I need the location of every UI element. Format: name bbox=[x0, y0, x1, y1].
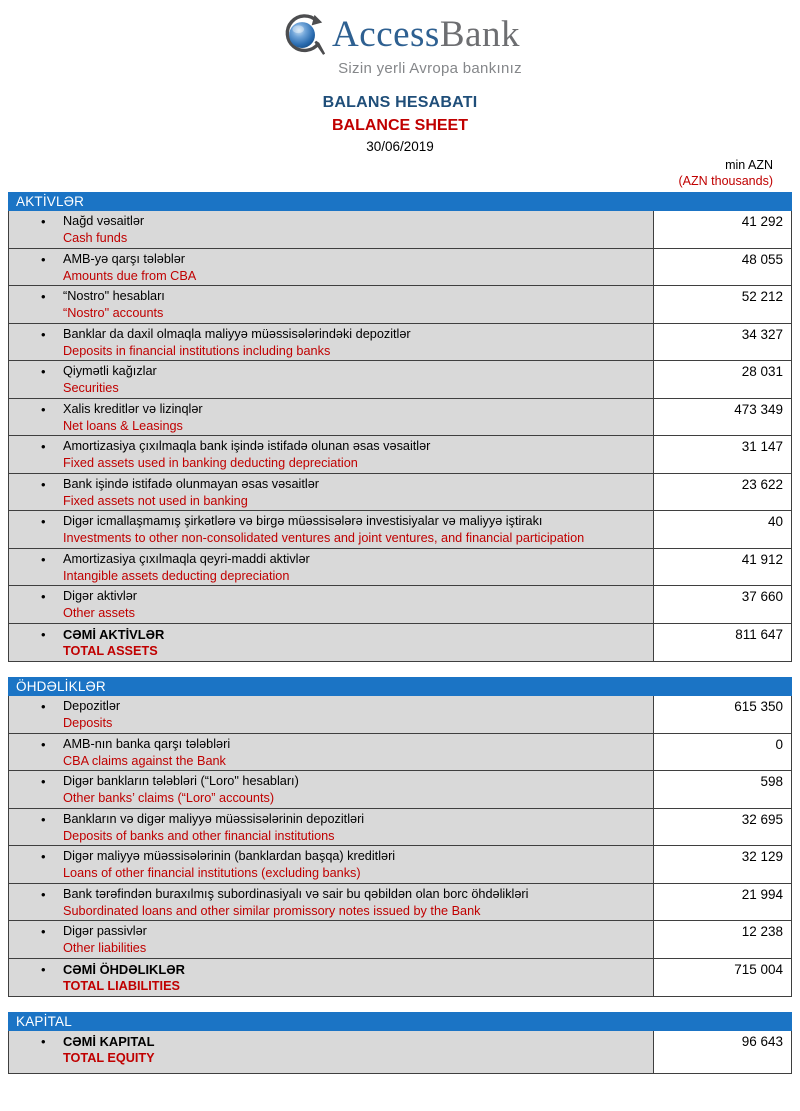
row-az-line bbox=[9, 551, 653, 568]
row-label-cell bbox=[9, 436, 653, 473]
row-label-en: Fixed assets not used in banking bbox=[63, 493, 248, 508]
row-label-az: Amortizasiya çıxılmaqla qeyri-maddi aktivlər bbox=[63, 551, 310, 566]
row-value: 32 695 bbox=[653, 809, 791, 846]
bullet-icon: • bbox=[41, 326, 46, 342]
section-header-bar bbox=[8, 677, 792, 696]
row-label-cell bbox=[9, 959, 653, 997]
row-label-cell bbox=[9, 1031, 653, 1073]
row-label-cell bbox=[9, 884, 653, 921]
bullet-icon: • bbox=[41, 886, 46, 902]
row-value: 23 622 bbox=[653, 474, 791, 511]
table-row bbox=[9, 549, 791, 587]
row-label-en: Deposits in financial institutions including banks bbox=[63, 343, 331, 358]
row-label-az: Qiymətli kağızlar bbox=[63, 364, 157, 378]
page-title-az: BALANS HESABATI bbox=[322, 94, 478, 111]
row-az-line bbox=[9, 213, 653, 230]
row-label-az: Digər icmallaşmamış şirkətlərə və birgə müəssisələrə investisiyalar və maliyyə iştirakı bbox=[63, 514, 543, 528]
unit-label-az: min AZN bbox=[725, 158, 773, 172]
row-value: 28 031 bbox=[653, 361, 791, 398]
row-label-az: Digər aktivlər bbox=[63, 589, 138, 603]
table-row bbox=[9, 884, 791, 922]
section-header-bar bbox=[8, 1012, 792, 1031]
table-row bbox=[9, 846, 791, 884]
bullet-icon: • bbox=[41, 699, 46, 714]
row-az-line bbox=[9, 513, 653, 530]
section-title: KAPİTAL bbox=[16, 1014, 72, 1029]
section-title: AKTİVLƏR bbox=[16, 194, 85, 209]
row-az-line bbox=[9, 626, 653, 643]
row-label-az: Depozitlər bbox=[63, 699, 121, 713]
row-value: 0 bbox=[653, 734, 791, 771]
row-value: 52 212 bbox=[653, 286, 791, 323]
bullet-icon: • bbox=[41, 514, 46, 529]
bullet-icon: • bbox=[41, 289, 46, 304]
bank-logo bbox=[0, 10, 800, 58]
bullet-icon: • bbox=[41, 736, 46, 752]
row-label-en: Securities bbox=[63, 381, 119, 395]
bullet-icon: • bbox=[41, 251, 46, 267]
row-label-az: Bank tərəfindən buraxılmış subordinasiyalı və sair bu qəbildən olan borc öhdəlikləri bbox=[63, 886, 529, 901]
table-row bbox=[9, 436, 791, 474]
row-value: 615 350 bbox=[653, 696, 791, 733]
section-table bbox=[8, 211, 792, 662]
row-label-cell bbox=[9, 586, 653, 623]
row-value: 34 327 bbox=[653, 324, 791, 361]
bullet-icon: • bbox=[41, 774, 46, 789]
section-title: ÖHDƏLİKLƏR bbox=[16, 679, 106, 694]
row-label-cell bbox=[9, 549, 653, 586]
row-az-line bbox=[9, 251, 653, 268]
page-title-en: BALANCE SHEET bbox=[331, 117, 468, 134]
row-value: 31 147 bbox=[653, 436, 791, 473]
row-label-cell bbox=[9, 734, 653, 771]
row-label-az: “Nostro" hesabları bbox=[63, 289, 165, 303]
row-label-en: TOTAL EQUITY bbox=[63, 1051, 155, 1065]
row-value: 41 912 bbox=[653, 549, 791, 586]
units-block bbox=[0, 157, 800, 189]
row-value: 715 004 bbox=[653, 959, 791, 997]
bullet-icon: • bbox=[41, 401, 46, 417]
table-row bbox=[9, 399, 791, 437]
row-label-en: Cash funds bbox=[63, 231, 128, 245]
bullet-icon: • bbox=[41, 811, 46, 827]
row-label-az: Bankların və digər maliyyə müəssisələrinin depozitləri bbox=[63, 811, 365, 826]
unit-label-en: (AZN thousands) bbox=[678, 174, 773, 188]
row-label-en: Amounts due from CBA bbox=[63, 268, 197, 283]
row-label-az: AMB-nın banka qarşı tələbləri bbox=[63, 736, 231, 751]
row-label-en: Fixed assets used in banking deducting depreciation bbox=[63, 456, 358, 470]
bullet-icon: • bbox=[41, 214, 46, 229]
table-row bbox=[9, 286, 791, 324]
row-label-en: Subordinated loans and other similar promissory notes issued by the Bank bbox=[63, 903, 481, 918]
table-row bbox=[9, 771, 791, 809]
row-value: 41 292 bbox=[653, 211, 791, 248]
table-row bbox=[9, 696, 791, 734]
row-az-line bbox=[9, 848, 653, 865]
row-label-cell bbox=[9, 361, 653, 398]
row-value: 96 643 bbox=[653, 1031, 791, 1073]
table-row bbox=[9, 586, 791, 624]
row-label-cell bbox=[9, 809, 653, 846]
row-label-az: Amortizasiya çıxılmaqla bank işində istifadə olunan əsas vəsaitlər bbox=[63, 439, 431, 453]
section-header-bar bbox=[8, 192, 792, 211]
row-label-cell bbox=[9, 399, 653, 436]
row-az-line bbox=[9, 476, 653, 493]
row-label-en: TOTAL LIABILITIES bbox=[63, 978, 181, 993]
row-label-en: Other banks’ claims (“Loro” accounts) bbox=[63, 791, 275, 805]
table-row bbox=[9, 959, 791, 997]
row-az-line bbox=[9, 736, 653, 753]
table-row bbox=[9, 734, 791, 772]
bullet-icon: • bbox=[41, 439, 46, 454]
brand-name-bank: Bank bbox=[439, 13, 520, 55]
row-az-line bbox=[9, 886, 653, 903]
row-label-cell bbox=[9, 624, 653, 662]
report-date: 30/06/2019 bbox=[366, 139, 434, 154]
row-az-line bbox=[9, 698, 653, 715]
row-label-cell bbox=[9, 324, 653, 361]
row-label-cell bbox=[9, 696, 653, 733]
sections-container bbox=[8, 192, 792, 1074]
row-label-cell bbox=[9, 211, 653, 248]
row-label-en: Deposits of banks and other financial institutions bbox=[63, 828, 335, 843]
row-value: 12 238 bbox=[653, 921, 791, 958]
row-label-az: Nağd vəsaitlər bbox=[63, 214, 145, 228]
bullet-icon: • bbox=[41, 589, 46, 604]
row-az-line bbox=[9, 961, 653, 978]
table-row bbox=[9, 211, 791, 249]
bullet-icon: • bbox=[41, 849, 46, 864]
row-label-en: CBA claims against the Bank bbox=[63, 753, 226, 768]
row-label-cell bbox=[9, 846, 653, 883]
row-az-line bbox=[9, 326, 653, 343]
row-label-cell bbox=[9, 474, 653, 511]
row-az-line bbox=[9, 363, 653, 380]
row-label-cell bbox=[9, 921, 653, 958]
bullet-icon: • bbox=[41, 961, 46, 977]
table-row bbox=[9, 624, 791, 662]
row-label-en: Deposits bbox=[63, 716, 113, 730]
row-label-az: Banklar da daxil olmaqla maliyyə müəssisələrindəki depozitlər bbox=[63, 326, 411, 341]
brand-tagline: Sizin yerli Avropa bankınız bbox=[338, 60, 522, 77]
row-label-az: Xalis kreditlər və lizinqlər bbox=[63, 401, 203, 416]
row-az-line bbox=[9, 438, 653, 455]
row-label-cell bbox=[9, 286, 653, 323]
table-row bbox=[9, 809, 791, 847]
row-label-en: Other liabilities bbox=[63, 941, 147, 955]
table-row bbox=[9, 921, 791, 959]
row-label-en: Net loans & Leasings bbox=[63, 418, 183, 433]
row-label-az: Digər bankların tələbləri (“Loro" hesabları) bbox=[63, 774, 299, 788]
row-az-line bbox=[9, 1033, 653, 1050]
section-table bbox=[8, 1031, 792, 1074]
table-row bbox=[9, 361, 791, 399]
section bbox=[8, 677, 792, 997]
row-label-en: TOTAL ASSETS bbox=[63, 643, 158, 658]
row-label-az: CƏMİ KAPITAL bbox=[63, 1034, 155, 1049]
balance-sheet-page bbox=[0, 10, 800, 1111]
brand-name bbox=[332, 13, 520, 55]
row-label-cell bbox=[9, 771, 653, 808]
row-label-az: Digər maliyyə müəssisələrinin (banklardan başqa) kreditləri bbox=[63, 849, 396, 863]
brand-name-access: Access bbox=[332, 13, 440, 55]
row-az-line bbox=[9, 401, 653, 418]
row-az-line bbox=[9, 588, 653, 605]
row-value: 40 bbox=[653, 511, 791, 548]
row-value: 811 647 bbox=[653, 624, 791, 662]
bullet-icon: • bbox=[41, 551, 46, 567]
table-row bbox=[9, 511, 791, 549]
row-value: 48 055 bbox=[653, 249, 791, 286]
row-az-line bbox=[9, 923, 653, 940]
row-value: 37 660 bbox=[653, 586, 791, 623]
row-az-line bbox=[9, 288, 653, 305]
section bbox=[8, 192, 792, 662]
row-value: 32 129 bbox=[653, 846, 791, 883]
row-label-en: Intangible assets deducting depreciation bbox=[63, 568, 290, 583]
globe-swoosh-icon bbox=[280, 12, 326, 58]
row-label-az: AMB-yə qarşı tələblər bbox=[63, 251, 185, 266]
row-value: 598 bbox=[653, 771, 791, 808]
row-value: 21 994 bbox=[653, 884, 791, 921]
row-label-en: Investments to other non-consolidated ventures and joint ventures, and financial participation bbox=[63, 531, 585, 545]
row-label-az: Digər passivlər bbox=[63, 924, 147, 938]
table-row bbox=[9, 474, 791, 512]
table-row bbox=[9, 249, 791, 287]
row-az-line bbox=[9, 811, 653, 828]
table-row bbox=[9, 324, 791, 362]
bullet-icon: • bbox=[41, 924, 46, 939]
bullet-icon: • bbox=[41, 1034, 46, 1049]
section-table bbox=[8, 696, 792, 997]
row-value: 473 349 bbox=[653, 399, 791, 436]
row-label-az: Bank işində istifadə olunmayan əsas vəsaitlər bbox=[63, 476, 320, 491]
row-label-cell bbox=[9, 249, 653, 286]
row-label-en: Other assets bbox=[63, 606, 135, 620]
row-label-az: CƏMİ AKTİVLƏR bbox=[63, 626, 165, 642]
row-label-cell bbox=[9, 511, 653, 548]
row-label-en: “Nostro" accounts bbox=[63, 306, 164, 320]
section bbox=[8, 1012, 792, 1074]
bullet-icon: • bbox=[41, 364, 46, 379]
row-label-en: Loans of other financial institutions (excluding banks) bbox=[63, 866, 361, 880]
row-az-line bbox=[9, 773, 653, 790]
table-row bbox=[9, 1031, 791, 1073]
bullet-icon: • bbox=[41, 476, 46, 492]
row-label-az: CƏMİ ÖHDƏLIKLƏR bbox=[63, 961, 185, 977]
bullet-icon: • bbox=[41, 626, 46, 642]
